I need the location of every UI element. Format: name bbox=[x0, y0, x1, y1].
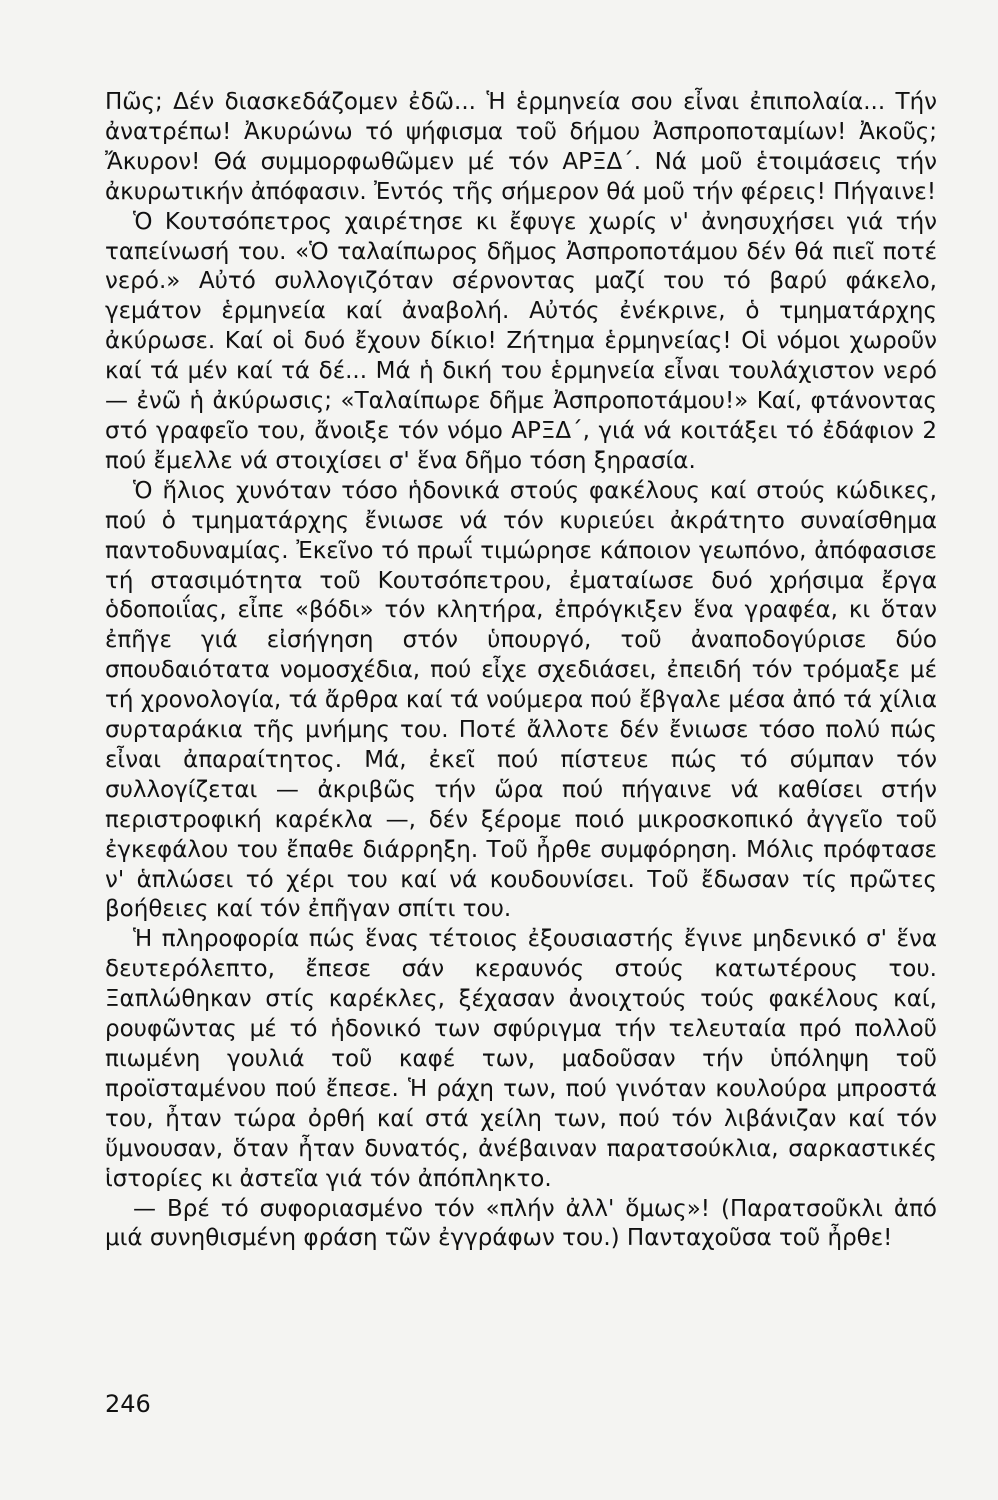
paragraph-1: Πῶς; Δέν διασκεδάζομεν ἐδῶ... Ἡ ἑρμηνεία σου εἶναι ἐπιπολαία... Τήν ἀνατρέπω! Ἀκυρώνω τό ψήφισμα τοῦ δήμου Ἀσπροποταμίων! Ἀκοῦς; Ἄκυρον! Θά συμμορφωθῶμεν μέ τόν ΑΡΞΔ΄. Νά μοῦ ἑτοιμάσεις τήν ἀκυρωτικήν ἀπόφασιν. Ἐντός τῆς σήμερον θά μοῦ τήν φέρεις! Πήγαινε! bbox=[105, 89, 937, 205]
page-number: 246 bbox=[105, 1390, 151, 1418]
paragraph-4: Ἡ πληροφορία πώς ἕνας τέτοιος ἐξουσιαστής ἔγινε μηδενικό σ' ἕνα δευτερόλεπτο, ἔπεσε σάν κεραυνός στούς κατωτέρους του. Ξαπλώθηκαν στίς καρέκλες, ξέχασαν ἀνοιχτούς τούς φακέλους καί, ρουφῶντας μέ τό ἡδονικό των σφύριγμα τήν τελευταία πρό πολλοῦ πιωμένη γουλιά τοῦ καφέ των, μαδοῦσαν τήν ὑπόληψη τοῦ προϊσταμένου πού ἔπεσε. Ἡ ράχη των, πού γινόταν κουλούρα μπροστά του, ἦταν τώρα ὀρθή καί στά χείλη των, πού τόν λιβάνιζαν καί τόν ὕμνουσαν, ὅταν ἦταν δυνατός, ἀνέβαιναν παρατσούκλια, σαρκαστικές ἱστορίες κι ἀστεῖα γιά τόν ἀπόπληκτο. bbox=[105, 926, 937, 1192]
paragraph-2: Ὁ Κουτσόπετρος χαιρέτησε κι ἔφυγε χωρίς ν' ἀνησυχήσει γιά τήν ταπείνωσή του. «Ὁ ταλαίπωρος δῆμος Ἀσπροποτάμου δέν θά πιεῖ ποτέ νερό.» Αὐτό συλλογιζόταν σέρνοντας μαζί του τό βαρύ φάκελο, γεμάτον ἑρμηνεία καί ἀναβολή. Αὐτός ἐνέκρινε, ὁ τμηματάρχης ἀκύρωσε. Καί οἱ δυό ἔχουν δίκιο! Ζήτημα ἑρμηνείας! Οἱ νόμοι χωροῦν καί τά μέν καί τά δέ... Μά ἡ δική του ἑρμηνεία εἶναι τουλάχιστον νερό — ἐνῶ ἡ ἀκύρωσις; «Ταλαίπωρε δῆμε Ἀσπροποτάμου!» Καί, φτάνοντας στό γραφεῖο του, ἄνοιξε τόν νόμο ΑΡΞΔ΄, γιά νά κοιτάξει τό ἐδάφιον 2 πού ἔμελλε νά στοιχίσει σ' ἕνα δῆμο τόση ξηρασία. bbox=[105, 208, 937, 474]
paragraph-3: Ὁ ἥλιος χυνόταν τόσο ἡδονικά στούς φακέλους καί στούς κώδικες, πού ὁ τμηματάρχης ἔνιωσε νά τόν κυριεύει ἀκράτητο συναίσθημα παντοδυναμίας. Ἐκεῖνο τό πρωΐ τιμώρησε κάποιον γεωπόνο, ἀπόφασισε τή στασιμότητα τοῦ Κουτσόπετρου, ἐματαίωσε δυό χρήσιμα ἔργα ὁδοποιΐας, εἶπε «βόδι» τόν κλητήρα, ἐπρόγκιξεν ἕνα γραφέα, κι ὅταν ἐπῆγε γιά εἰσήγηση στόν ὑπουργό, τοῦ ἀναποδογύρισε δύο σπουδαιότατα νομοσχέδια, πού εἶχε σχεδιάσει, ἐπειδή τόν τρόμαξε μέ τή χρονολογία, τά ἄρθρα καί τά νούμερα πού ἔβγαλε μέσα ἀπό τά χίλια συρταράκια τῆς μνήμης του. Ποτέ ἄλλοτε δέν ἔνιωσε τόσο πολύ πώς εἶναι ἀπαραίτητος. Μά, ἐκεῖ πού πίστευε πώς τό σύμπαν τόν συλλογίζεται — ἀκριβῶς τήν ὥρα πού πήγαινε νά καθίσει στήν περιστροφική καρέκλα —, δέν ξέρομε ποιό μικροσκοπικό ἀγγεῖο τοῦ ἐγκεφάλου του ἔπαθε διάρρηξη. Τοῦ ἦρθε συμφόρηση. Μόλις πρόφτασε ν' ἁπλώσει τό χέρι του καί νά κουδουνίσει. Τοῦ ἔδωσαν τίς πρῶτες βοήθειες καί τόν ἐπῆγαν σπίτι του. bbox=[105, 477, 937, 923]
paragraph-5: — Βρέ τό συφοριασμένο τόν «πλήν ἀλλ' ὅμως»! (Παρατσοῦκλι ἀπό μιά συνηθισμένη φράση τῶν ἐγγράφων του.) Πανταχοῦσα τοῦ ἦρθε! bbox=[105, 1195, 937, 1252]
body-text bbox=[105, 88, 937, 1254]
